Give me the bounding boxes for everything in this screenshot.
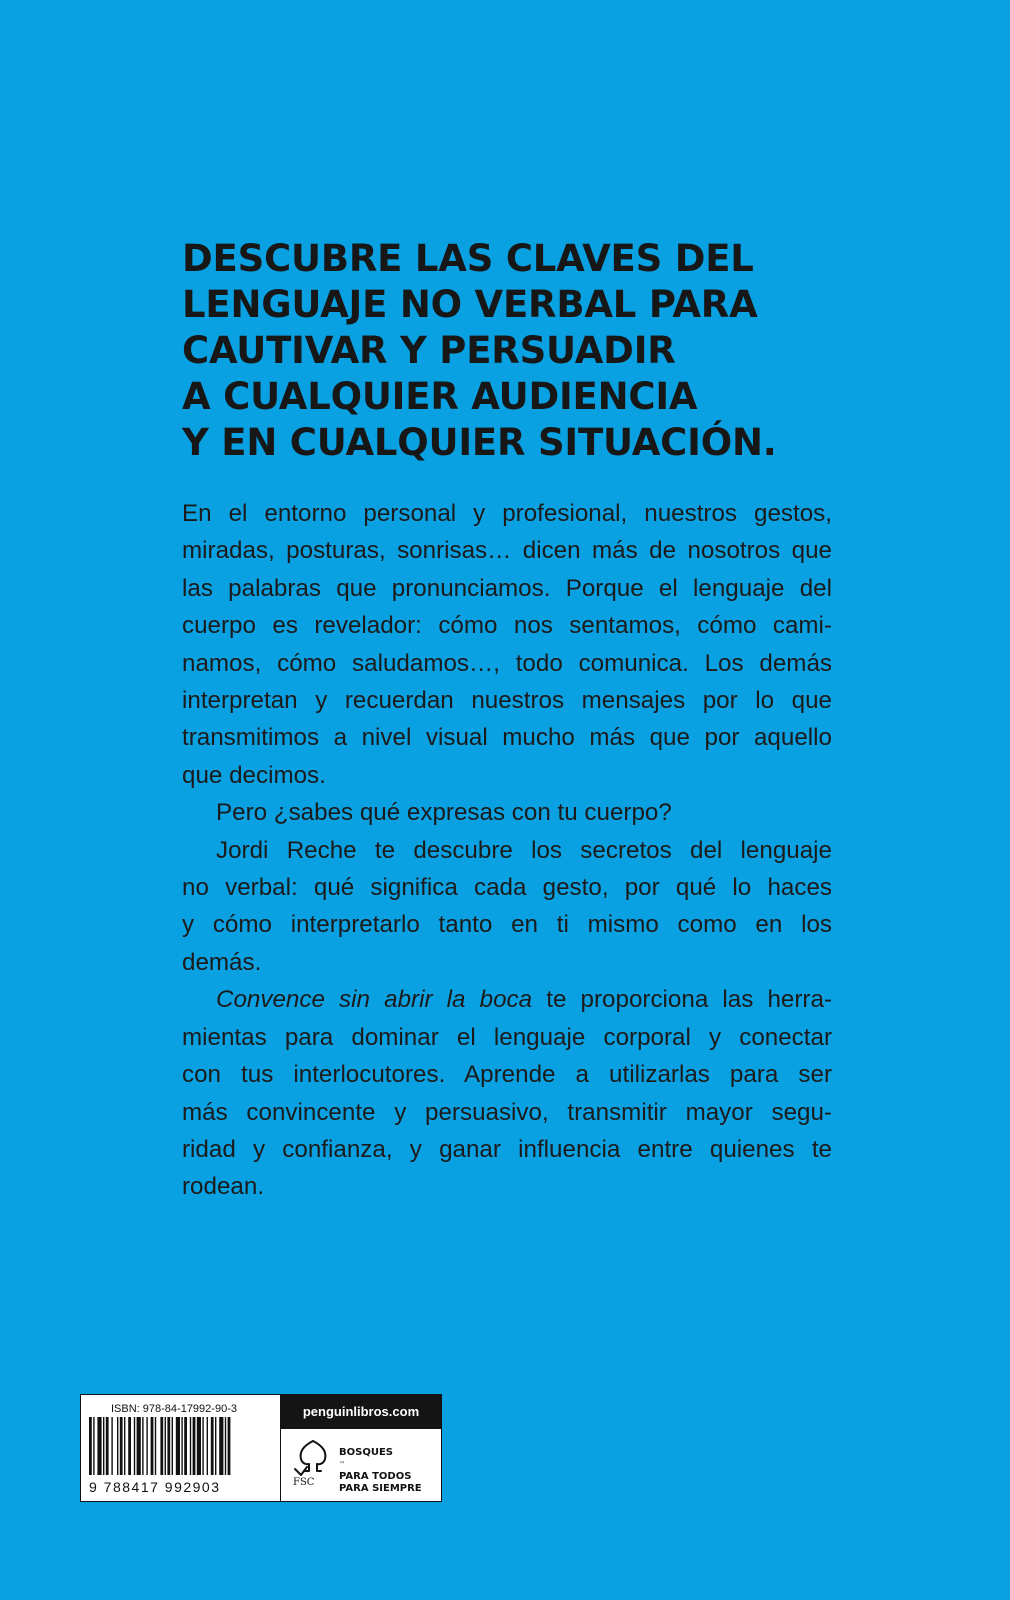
- barcode-icon: [89, 1417, 275, 1479]
- headline: [182, 236, 862, 466]
- fsc-slogan-line: PARA TODOS: [339, 1471, 412, 1482]
- fsc-label: FSC: [293, 1477, 315, 1488]
- headline-line: Y EN CUALQUIER SITUACIÓN.: [182, 421, 777, 464]
- barcode-area: [81, 1395, 279, 1501]
- fsc-tree-icon: [293, 1439, 333, 1477]
- fsc-slogan-line: PARA SIEMPRE: [339, 1483, 422, 1494]
- blurb-line: más convincente y persuasivo, transmitir mayor segu-: [182, 1098, 832, 1126]
- blurb-line: namos, cómo saludamos…, todo comunica. Los demás: [182, 649, 832, 677]
- blurb-line: rodean.: [182, 1173, 265, 1201]
- headline-line: A CUALQUIER AUDIENCIA: [182, 375, 698, 418]
- headline-line: DESCUBRE LAS CLAVES DEL: [182, 237, 754, 280]
- isbn-label: ISBN: 978-84-17992-90-3: [111, 1403, 237, 1415]
- blurb-line: demás.: [182, 948, 262, 976]
- fsc-slogan-line: BOSQUES ™: [339, 1447, 439, 1471]
- blurb-line: mientas para dominar el lenguaje corporal y conectar: [182, 1023, 832, 1051]
- blurb-line: miradas, posturas, sonrisas… dicen más de nosotros que: [182, 537, 832, 565]
- blurb-line: interpretan y recuerdan nuestros mensajes por lo que: [182, 687, 832, 715]
- blurb-line: las palabras que pronunciamos. Porque el lenguaje del: [182, 574, 832, 602]
- blurb-line: con tus interlocutores. Aprende a utilizarlas para ser: [182, 1061, 832, 1089]
- fsc-slogan: [339, 1447, 439, 1495]
- blurb-line: Jordi Reche te descubre los secretos del lenguaje: [216, 836, 832, 864]
- blurb-line: transmitimos a nivel visual mucho más que por aquello: [182, 724, 832, 752]
- blurb-line: y cómo interpretarlo tanto en ti mismo como en los: [182, 911, 832, 939]
- blurb-line: cuerpo es revelador: cómo nos sentamos, cómo cami-: [182, 612, 832, 640]
- blurb-line: que decimos.: [182, 761, 326, 789]
- trademark: ™: [339, 1461, 345, 1468]
- blurb-line: no verbal: qué significa cada gesto, por qué lo haces: [182, 874, 832, 902]
- headline-line: CAUTIVAR Y PERSUADIR: [182, 329, 676, 372]
- blurb-line: En el entorno personal y profesional, nuestros gestos,: [182, 500, 832, 527]
- publisher-website: penguinlibros.com: [302, 1404, 420, 1419]
- publisher-bar: [281, 1395, 441, 1429]
- blurb: [182, 495, 832, 1206]
- barcode-digits: 9 788417 992903: [89, 1479, 221, 1495]
- blurb-line: Pero ¿sabes qué expresas con tu cuerpo?: [216, 799, 672, 827]
- blurb-line: [182, 981, 832, 1018]
- book-title: Convence sin abrir la boca: [216, 986, 533, 1014]
- isbn-box: [80, 1394, 442, 1502]
- headline-line: LENGUAJE NO VERBAL PARA: [182, 283, 758, 326]
- blurb-line: ridad y confianza, y ganar influencia entre quienes te: [182, 1135, 832, 1163]
- blurb-fragment: te proporciona las herra-: [532, 986, 832, 1014]
